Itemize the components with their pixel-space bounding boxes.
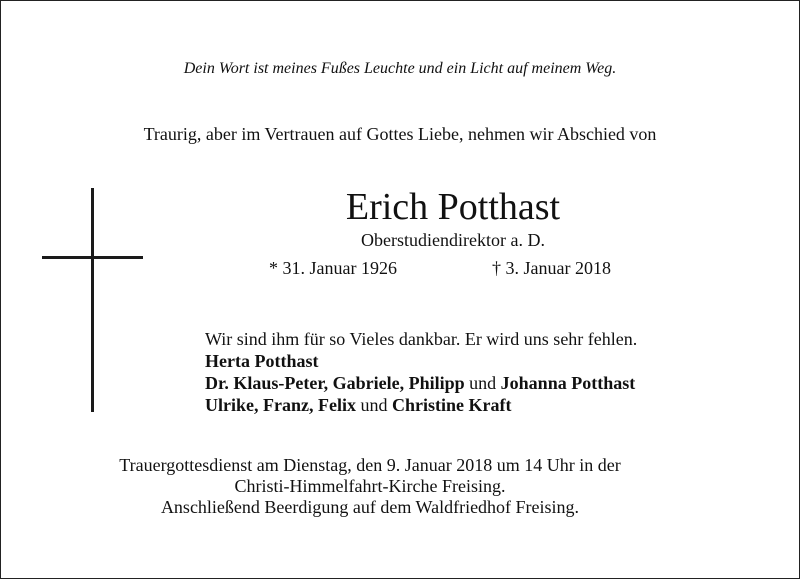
bible-verse: Dein Wort ist meines Fußes Leuchte und ein Licht auf meinem Weg.: [183, 60, 617, 77]
mourner-name: Christine Kraft: [391, 395, 512, 415]
conjunction: und: [360, 395, 388, 415]
conjunction: und: [469, 373, 497, 393]
mourner-line: [205, 372, 637, 394]
birth-date: * 31. Januar 1926: [269, 258, 397, 278]
mourner-line: [205, 350, 637, 372]
deceased-name: Erich Potthast: [345, 186, 561, 228]
intro-text: Traurig, aber im Vertrauen auf Gottes Liebe, nehmen wir Abschied von: [143, 124, 657, 144]
mourner-name: Dr. Klaus-Peter, Gabriele, Philipp: [205, 373, 465, 393]
cross-horizontal-bar: [42, 256, 143, 259]
mourner-name: Johanna Potthast: [500, 373, 636, 393]
mourner-name: Ulrike, Franz, Felix: [205, 395, 356, 415]
service-line: Anschließend Beerdigung auf dem Waldfriedhof Freising.: [160, 497, 580, 517]
death-date: † 3. Januar 2018: [492, 258, 611, 278]
mourner-name: Herta Potthast: [205, 351, 319, 371]
service-line: Trauergottesdienst am Dienstag, den 9. Januar 2018 um 14 Uhr in der: [119, 455, 621, 475]
gratitude-text: Wir sind ihm für so Vieles dankbar. Er wird uns sehr fehlen.: [205, 329, 638, 349]
service-line: Christi-Himmelfahrt-Kirche Freising.: [234, 476, 506, 496]
deceased-title: Oberstudiendirektor a. D.: [361, 230, 545, 250]
mourner-line: [205, 394, 637, 416]
service-info: [0, 455, 740, 518]
mourners-block: [205, 328, 637, 416]
